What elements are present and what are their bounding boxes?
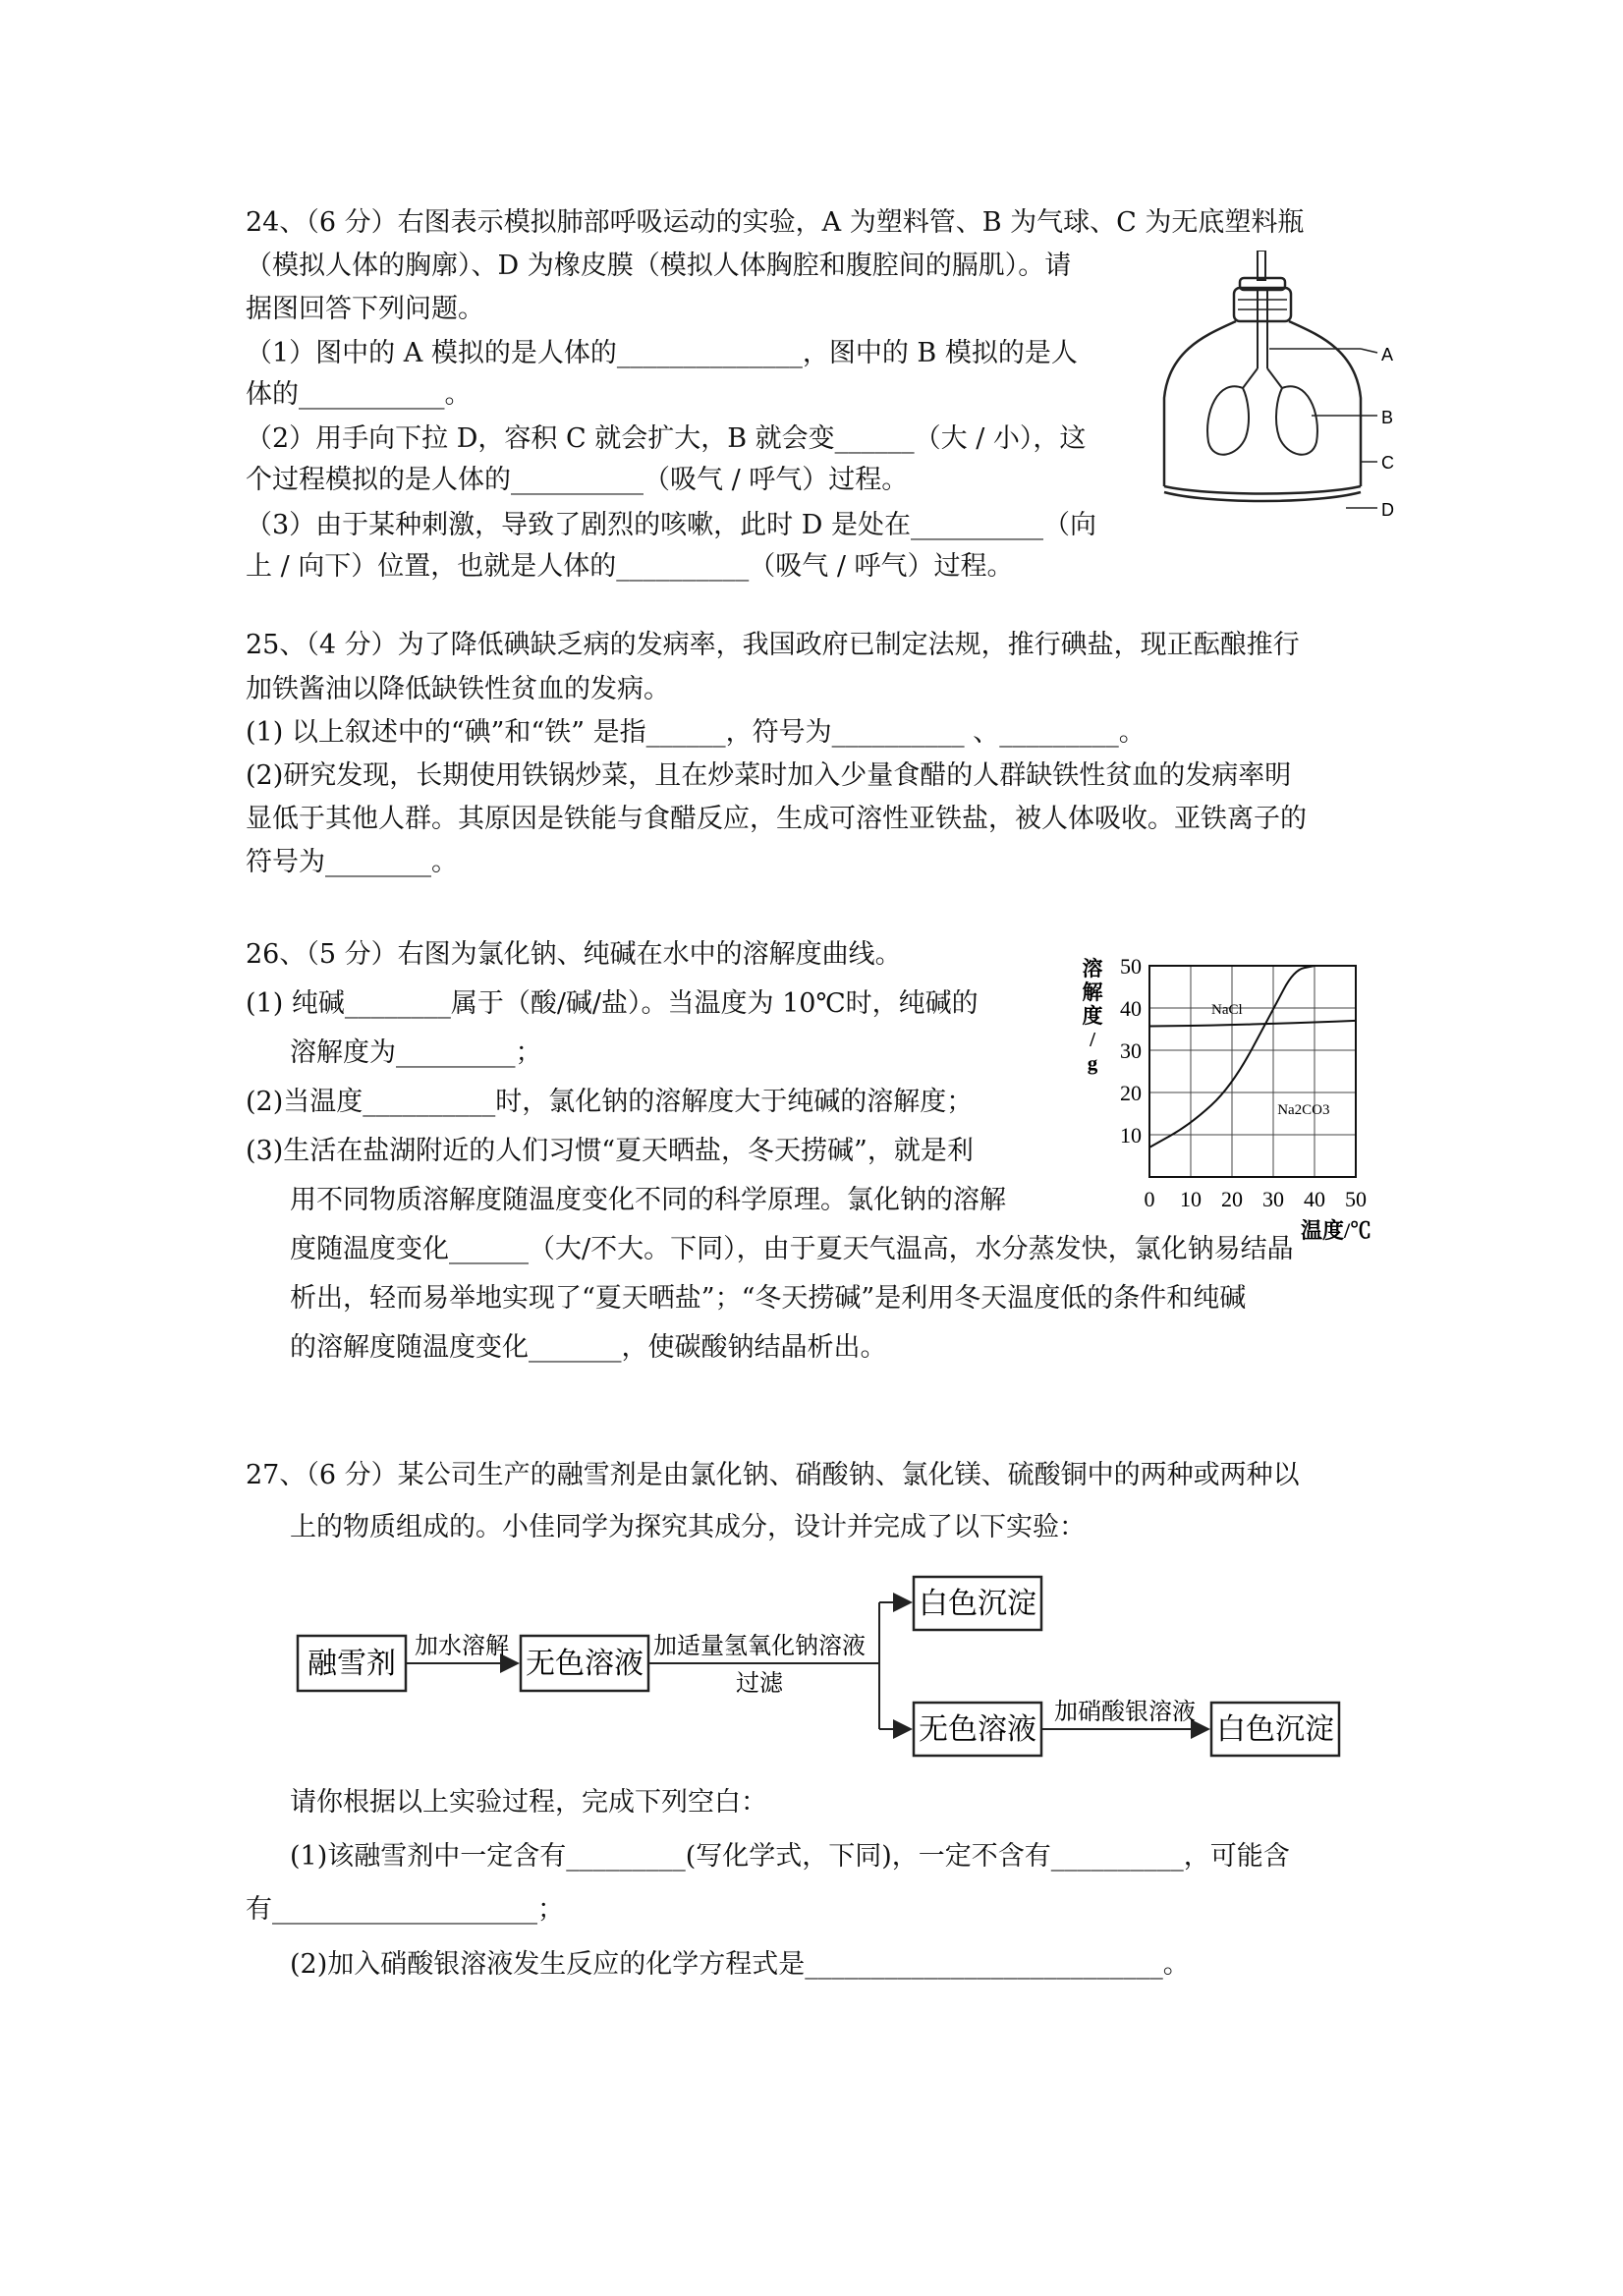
q27-line-4: (1)该融雪剂中一定含有_________(写化学式，下同)，一定不含有__________，可能含 <box>290 1841 1290 1872</box>
q27-line-3: 请你根据以上实验过程，完成下列空白： <box>290 1787 767 1818</box>
q25-line-6: 符号为________。 <box>246 847 458 877</box>
label-c: C <box>1381 453 1394 473</box>
y-tick-label: 30 <box>1120 1038 1142 1063</box>
q27-line-1: 27、（6 分）某公司生产的融雪剂是由氯化钠、硝酸钠、氯化镁、硫酸铜中的两种或两种以 <box>246 1460 1300 1490</box>
q24-line-8: （3）由于某种刺激，导致了剧烈的咳嗽，此时 D 是处在__________（向 <box>246 510 1096 540</box>
y-axis-label: g <box>1087 1051 1098 1075</box>
q26-line-9: 的溶解度随温度变化_______，使碳酸钠结晶析出。 <box>290 1332 887 1363</box>
q26-line-7: 度随温度变化______（大/不大。下同），由于夏天气温高，水分蒸发快，氯化钠易结晶 <box>290 1234 1294 1264</box>
flow-box-white-precipitate-1-label: 白色沉淀 <box>919 1587 1036 1621</box>
q27-line-5: 有____________________； <box>246 1894 564 1925</box>
flow-arrow-agno3-label: 加硝酸银溶液 <box>1054 1698 1196 1725</box>
y-tick-label: 40 <box>1120 996 1142 1021</box>
flow-box-colorless-solution-label: 无色溶液 <box>526 1647 644 1681</box>
y-axis-label: 度 <box>1082 1004 1103 1028</box>
q26-line-6: 用不同物质溶解度随温度变化不同的科学原理。氯化钠的溶解 <box>290 1185 1006 1215</box>
x-axis-label: 温度/℃ <box>1300 1218 1372 1243</box>
q25-line-2: 加铁酱油以降低缺铁性贫血的发病。 <box>246 674 670 704</box>
q26-line-5: (3)生活在盐湖附近的人们习惯“夏天晒盐，冬天捞碱”，就是利 <box>246 1136 974 1166</box>
q24-line-9: 上 / 向下）位置，也就是人体的__________（吸气 / 呼气）过程。 <box>246 551 1014 582</box>
q24-line-7: 个过程模拟的是人体的__________（吸气 / 呼气）过程。 <box>246 465 909 495</box>
q26-line-3: 溶解度为_________； <box>290 1037 542 1068</box>
flow-arrow-naoh-label: 加适量氢氧化钠溶液 <box>653 1632 866 1659</box>
q26-line-2: (1) 纯碱________属于（酸/碱/盐）。当温度为 10℃时，纯碱的 <box>246 988 979 1019</box>
flow-arrow-filter-label: 过滤 <box>736 1669 783 1697</box>
q24-line-2: （模拟人体的胸廓）、D 为橡皮膜（模拟人体胸腔和腹腔间的膈肌）。请 <box>246 251 1072 281</box>
q25-line-1: 25、（4 分）为了降低碘缺乏病的发病率，我国政府已制定法规，推行碘盐，现正酝酿推行 <box>246 630 1300 660</box>
x-tick-label: 0 <box>1144 1187 1155 1211</box>
flow-box-snowmelt-label: 融雪剂 <box>308 1647 396 1681</box>
q26-line-8: 析出，轻而易举地实现了“夏天晒盐”；“冬天捞碱”是利用冬天温度低的条件和纯碱 <box>290 1283 1247 1314</box>
lung-model-figure <box>1149 251 1415 545</box>
x-tick-label: 10 <box>1180 1187 1202 1211</box>
flow-arrow-dissolve-label: 加水溶解 <box>415 1632 509 1659</box>
x-tick-label: 40 <box>1304 1187 1325 1211</box>
y-tick-label: 10 <box>1120 1123 1142 1148</box>
x-tick-label: 20 <box>1221 1187 1243 1211</box>
y-axis-label: 解 <box>1082 980 1103 1004</box>
solubility-chart <box>1081 948 1385 1243</box>
y-axis-label: / <box>1090 1028 1095 1051</box>
q24-line-5: 体的___________。 <box>246 379 472 410</box>
flow-box-colorless-solution-2-label: 无色溶液 <box>919 1712 1036 1747</box>
q25-line-3: (1) 以上叙述中的“碘”和“铁” 是指______，符号为__________ 、_________。 <box>246 717 1146 748</box>
plot-frame <box>1149 966 1356 1177</box>
q26-line-1: 26、（5 分）右图为氯化钠、纯碱在水中的溶解度曲线。 <box>246 939 902 970</box>
series-line-0 <box>1149 1021 1356 1027</box>
y-tick-label: 20 <box>1120 1081 1142 1105</box>
x-tick-label: 50 <box>1345 1187 1367 1211</box>
q27-line-6: (2)加入硝酸银溶液发生反应的化学方程式是___________________________。 <box>290 1949 1190 1980</box>
series-label-nacl: NaCl <box>1211 1002 1243 1018</box>
label-b: B <box>1381 408 1394 427</box>
q24-line-6: （2）用手向下拉 D，容积 C 就会扩大，B 就会变______（大 / 小），这 <box>246 423 1087 454</box>
x-tick-label: 30 <box>1262 1187 1284 1211</box>
y-axis-label: 溶 <box>1082 957 1103 980</box>
q27-line-2: 上的物质组成的。小佳同学为探究其成分，设计并完成了以下实验： <box>290 1512 1086 1542</box>
q25-line-5: 显低于其他人群。其原因是铁能与食醋反应，生成可溶性亚铁盐，被人体吸收。亚铁离子的 <box>246 804 1307 834</box>
q24-line-3: 据图回答下列问题。 <box>246 294 484 324</box>
q25-line-4: (2)研究发现，长期使用铁锅炒菜，且在炒菜时加入少量食醋的人群缺铁性贫血的发病率明 <box>246 760 1292 791</box>
q24-line-4: （1）图中的 A 模拟的是人体的______________，图中的 B 模拟的是人 <box>246 338 1078 368</box>
flow-box-white-precipitate-2-label: 白色沉淀 <box>1216 1712 1334 1747</box>
q24-line-1: 24、（6 分）右图表示模拟肺部呼吸运动的实验，A 为塑料管、B 为气球、C 为无底塑料瓶 <box>246 207 1305 238</box>
label-d: D <box>1381 500 1394 520</box>
label-a: A <box>1381 345 1394 364</box>
q26-line-4: (2)当温度__________时，氯化钠的溶解度大于纯碱的溶解度； <box>246 1087 974 1117</box>
series-label-na2co3: Na2CO3 <box>1277 1102 1330 1119</box>
y-tick-label: 50 <box>1120 954 1142 979</box>
experiment-flow-diagram <box>290 1567 1371 1773</box>
